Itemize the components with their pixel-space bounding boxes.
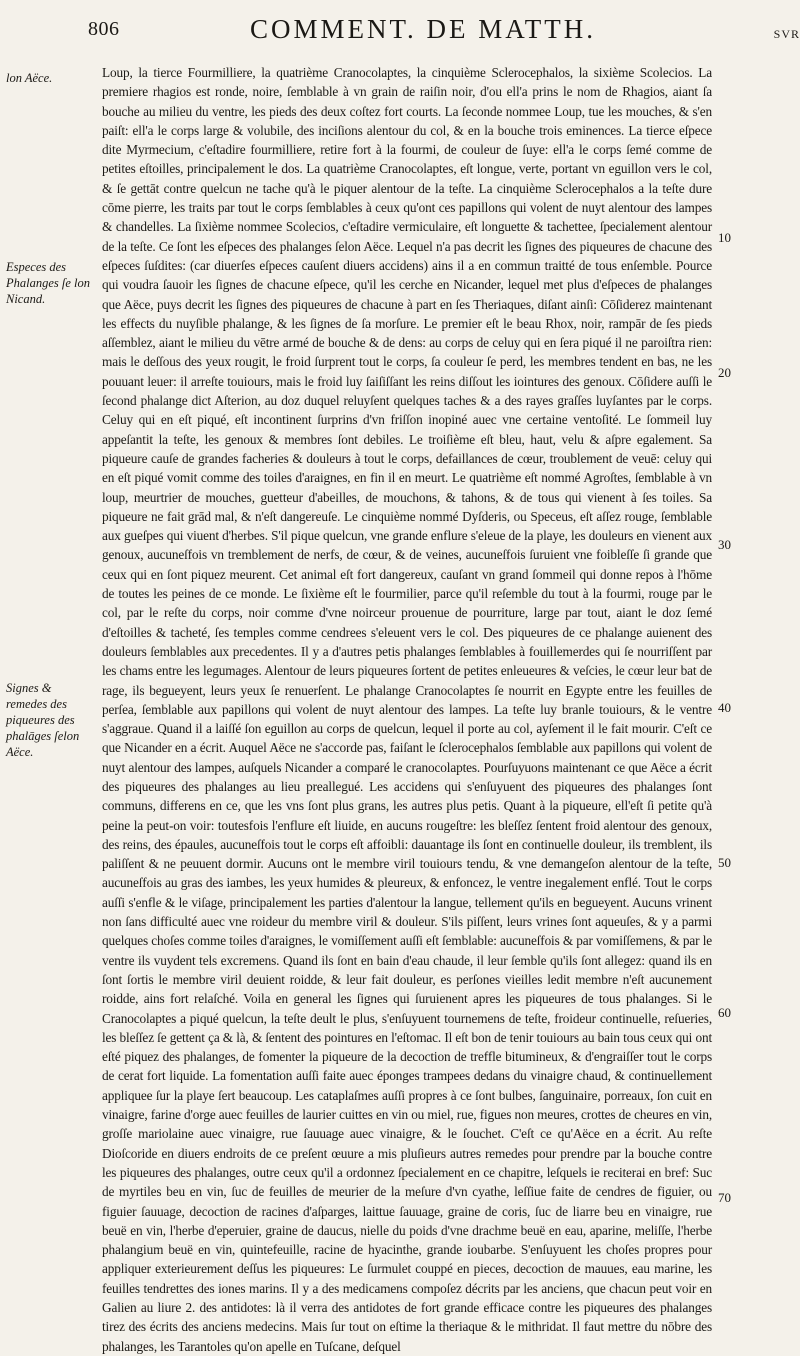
margin-note-especes: Especes des Phalanges ſe lon Nicand. [6, 260, 91, 306]
line-number-50: 50 [718, 855, 731, 870]
line-number-40: 40 [718, 700, 731, 715]
line-number-30: 30 [718, 537, 731, 552]
margin-note-aece: lon Aëce. [6, 71, 53, 85]
body-paragraph: Loup, la tierce Fourmilliere, la quatrième Cranocolaptes, la cinquième Sclerocephalos, la sixième Scolecios. La premiere rhagios est ronde, noire, ſemblable à vn grain de raiſin noir, d'ou ell'a prins le nom de Rhagios, aiant ſa bouche au milieu du ventre, les pieds des deux coſtez fort courts. La ſeconde nommee Loup, tue les mouches, & s'en paiſt: ell'a le corps large & volubile, des inciſions alentour du col, & en la bouche trois eminences. La tierce eſpece dite Myrmecium, c'eſtadire fourmilliere, retire fort à la fourmi, de couleur de ſuye: ell'a le corps ſemé comme de petites eſtoilles, principalement le dos. La quatrième Cranocolaptes, eſt longue, verte, portant vn eguillon vers le col, & ſe gettāt contre quelcun ne tache qu'à le piquer alentour de la teſte. La cinquième Sclerocephalos a la teſte dure cōme pierre, les traits par tout le corps ſemblables à ceux qu'ont ces papillons qui volent de nuyt alentour des lampes & chandelles. La ſixième nommee Scolecios, c'eſtadire vermiculaire, eſt longuette & tachettee, ſpecialement alentour de la teſte. Ce ſont les eſpeces des phalanges ſelon Aëce. Lequel n'a pas decrit les ſignes des piqueures de chacune des eſpeces ſuſdites: (car diuerſes eſpeces cauſent diuers accidens) ains il a en commun traitté de tous enſemble. Pource qui voudra ſauoir les ſignes de chacune eſpece, qu'il les cerche en Nicander, lequel met plus d'eſpeces de phalanges que Aëce, puys decrit les ſignes des piqueures de chacune à part en ſes Theriaques, diſant ainſi: Cōſiderez maintenant les effects du nuyſible phalange, & les ſignes de ſa morſure. Le premier eſt le beau Rhox, noir, rampār de ſes pieds aſſemblez, aiant le milieu du vētre armé de bouche & de dens: au corps de celuy qui en ſera piqué il ne paroiſtra rien: mais le deſſous des yeux rougit, le froid ſurprent tout le corps, ſa couleur ſe perd, les membres tendent en bas, ne les pouuant leuer: il arreſte touiours, mais le froid luy ſaiſiſſant les reins diſſout les iointures des genoux. Cōſidere auſſi le ſecond phalange dict Aſterion, au doz duquel reluyſent quelques taches & a des rayes graſſes luyſantes par le corps. Celuy qui en eſt piqué, eſt incontinent ſurprins d'vn friſſon inopiné auec vne certaine ventoſité. Le ſommeil luy appeſantit la teſte, les genoux & membres ſont debiles. Le troiſième eſt bleu, haut, velu & aſpre egalement. Sa piqueure cauſe de grandes facheries & douleurs à tout le corps, defaillances de cœur, troublement de veuē: celuy qui en eſt piqué vomit comme des toiles d'araignes, en fin il en meurt. Le quatrième eſt nommé Agroſtes, ſemblable à vn loup, meurtrier de mouches, guetteur d'abeilles, de mouchons, & tahons, & de tous qui vienent à ſes toiles. Sa piqueure ne fait grād mal, & n'eſt dangereuſe. Le cinquième nommé Dyſderis, ou Speceus, eſt aſſez rouge, ſemblable aux gueſpes qui viuent d'herbes. S'il pique quelcun, vne grande enflure s'eleue de la playe, les douleurs en vienent aux genoux, aucuneſfois vn tremblement de nerfs, de cœur, & de veines, aucuneſfois ſuruient vne foibleſſe ſi grande que ceux qui en ſont piquez meurent. Cet animal eſt fort dangereux, cauſant vn grand ſommeil qui donne repos à l'hōme de toutes les peines de ce monde. Le ſixième eſt le fourmilier, parce qu'il reſemble du tout à la fourmi, rouge par le col, par le reſte du corps, noir comme d'vne noirceur prouenue de pourriture, large par tout, aiant le doz ſemé d'eſtoilles & tacheté, ſes temples comme cendrees s'eleuent vers le col. Des piqueures de ce phalange auienent des douleurs ſemblables aux precedentes. Il y a d'autres petis phalanges ſemblables à fouillemerdes qui ſe nourriſſent par les chams entre les legumages. Alentour de leurs piqueures ſortent de petites enleueures & veſcies, le cœur leur bat de rage, ils begueyent, leurs yeux ſe renuerſent. Le phalange Cranocolaptes ſe nourrit en Egypte entre les feuilles de perſea, ſemblable aux papillons qui volent de nuyt alentour des lampes. La teſte luy branle touiours, & le ventre s'aggraue. Quand il a laiſſé ſon eguillon au corps de quelcun, lequel il porte au col, ayſement il le fait mourir. C'eſt ce que Nicander en a écrit. Auquel Aëce ne s'accorde pas, faiſant le ſclerocephalos ſemblable aux papillons qui volent de nuyt alentour des lampes, auſquels Nicander a comparé le cranocolaptes. Pourſuyuons maintenant ce que Aëce a écrit des piqueures des phalanges au lieu preallegué. Les accidens qui s'enſuyuent des piqueures des phalanges ſont communs, differens en ce, que les vns ſont plus grans, les autres plus petis. Quant à la piqueure, ell'eſt ſi petite qu'à peine la peut-on voir: toutesfois l'enflure eſt liuide, en aucuns rougeſtre: les bleſſez ſentent froid alentour des genoux, des reins, des épaules, aucuneſfois tout le corps eſt affoibli: dauantage ils ſont en continuelle douleur, ils tremblent, ils paliſſent & ne peuuent dormir. Aucuns ont le membre viril touiours tendu, & vne demangeſon alentour de la teſte, aucuneſfois au gras des iambes, les yeux humides & pleureux, & enfoncez, le ventre inegalement enflé. Tout le corps auſſi s'enfle & le viſage, principalement les parties d'alentour la langue, tellement qu'ils en begueyent. Aucuns vrinent non ſans difficulté auec vne roideur du membre viril & douleur. S'ils piſſent, leurs vrines ſont aqueuſes, & y a parmi quelques choſes comme toiles d'araignes, le vomiſſement auſſi eſt ſemblable: aucuneſfois & par vomiſſemens, & par le ventre ils vuydent tels excremens. Quand ils ſont en bain d'eau chaude, il leur ſemble qu'ils ſont allegez: quand ils en ſont ſortis le membre viril deuient roidde, & leur fait douleur, es perſones vieilles ledit membre n'eſt aucunement roidde, ains fort relaſché. Voila en general les ſignes qui ſuruienent apres les piqueures de tous phalanges. Si le Cranocolaptes a piqué quelcun, la teſte deult le plus, s'enſuyuent tournemens de teſte, froideur continuelle, reſueries, les bleſſez ſe gettent ça & là, & ſentent des pointures en l'eſtomac. Il eſt bon de tenir touiours au bain tous ceux qui ont eſté piquez des phalanges, de fomenter la piqueure de la decoction de treffle bitumineux, & d'engraiſſer tout le corps de cerat fort liquide. La fomentation auſſi faite auec éponges trampees dedans du vinaigre chaud, & continuellement appliquee ſur la playe ſert beaucoup. Les cataplaſmes auſſi propres à ce ſont bulbes, ſanguinaire, porreaux, ſon cuit en vinaigre, farine d'orge auec feuilles de laurier cuittes en vin ou miel, rue, figues non meures, crottes de cheures en vin, groſſe mariolaine auec vinaigre, rue ſauuage auec vinaigre, & le ſouchet. C'eſt ce qu'Aëce en a écrit. Au reſte Dioſcoride en diuers endroits de ce preſent œuure a mis pluſieurs autres remedes pour prendre par la bouche contre les piqueures des phalanges, outre ceux qu'il a ordonnez ſpecialement en ce chapitre, leſquels ie reciterai en bref: Suc de myrtiles beu en vin, ſuc de feuilles de meurier de la meſure d'vn cyathe, leſſiue faite de cendres de figuier, ou figuier ſauuage, decoction de racines d'aſparges, laittue ſauuage, graine de coris, ſuc de liarre beu en vinaigre, rue beuë en vin, l'herbe d'eperuier, graine de daucus, nielle du poids d'vne drachme beuë en eau, aparine, meliſſe, l'herbe phalangium beuë en vin, quintefeuille, racine de hyacinthe, grande ioubarbe. S'enſuyuent les choſes propres pour appliquer exterieurement deſſus les piqueures: Le ſurmulet couppé en pieces, decoction de mauues, eau marine, les feuilles tendrettes des iones marins. Il y a des medicamens compoſez décrits par les anciens, que chacun peut voir en Galien au liure 2. des antidotes: là il verra des antidotes de fort grande efficace contre les piqueures des phalanges tirez des écrits des anciens medecins. Mais ſur tout on eſtime la theriaque & le mithridat. Il faut mettre du nōbre des phalanges, les Tarantoles qu'on apelle en Tuſcane, deſquel [102, 65, 712, 1354]
main-text-column [102, 63, 712, 1354]
page-number: 806 [88, 18, 120, 40]
running-head: COMMENT. DE MATTH. [250, 14, 596, 44]
catchword-fragment: SVR [773, 27, 800, 41]
line-number-70: 70 [718, 1190, 731, 1205]
line-number-20: 20 [718, 365, 731, 380]
line-number-60: 60 [718, 1005, 731, 1020]
margin-note-signes: Signes & remedes des piqueures des phalāges ſelon Aëce. [6, 681, 80, 759]
line-number-10: 10 [718, 230, 731, 245]
